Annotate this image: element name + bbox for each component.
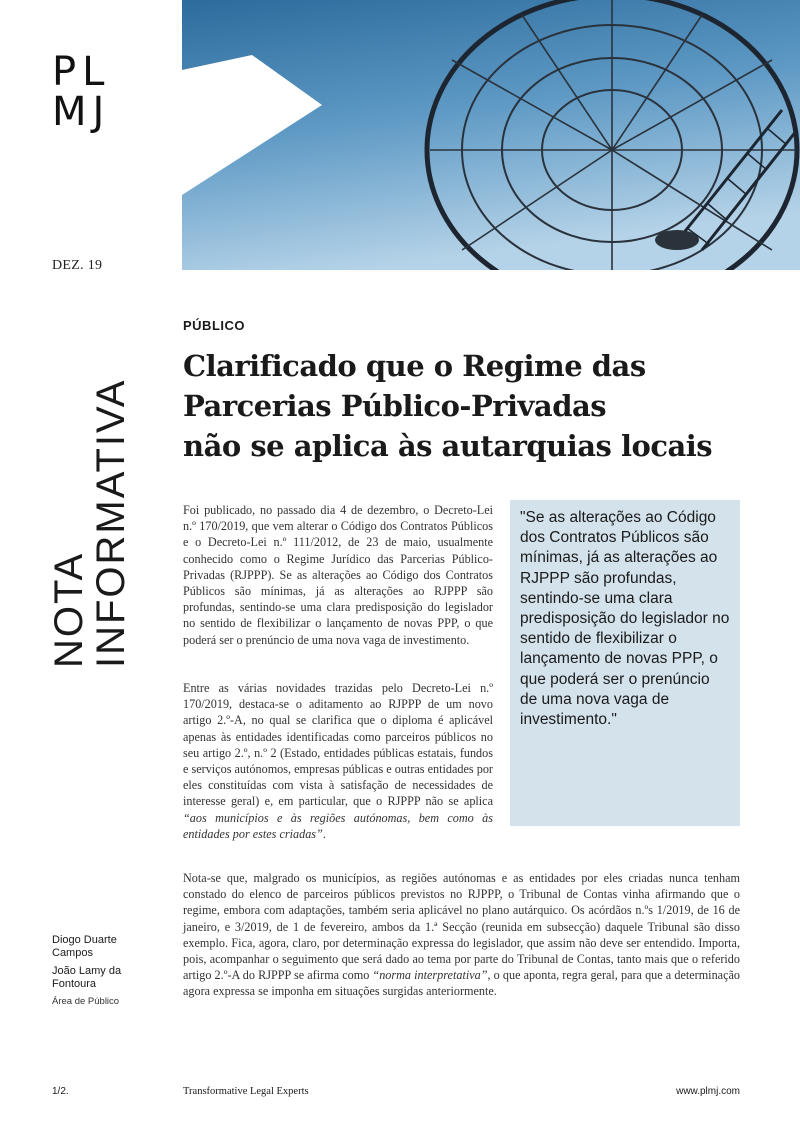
paragraph-3 (183, 870, 740, 1000)
paragraph-2-quote: “aos municípios e às regiões autónomas, bem como às entidades por estes criadas” (183, 810, 493, 841)
logo-line-2: MJ (52, 89, 111, 135)
page-number: 1/2. (52, 1086, 69, 1097)
paragraph-2-end: . (322, 826, 326, 841)
pull-quote: "Se as alterações ao Código dos Contratos Públicos são mínimas, já as alterações ao RJPPP são profundas, sentindo-se uma clara predisposição do legislador no sentido de flexibilizar o lançamento de novas PPP, o que poderá ser o prenúncio de uma nova vaga de investimento." (520, 509, 730, 729)
vertical-title-line-1: NOTA (47, 551, 91, 668)
section-label: PÚBLICO (183, 318, 245, 333)
pull-quote-box (510, 500, 740, 826)
footer-website-link[interactable]: www.plmj.com (676, 1086, 740, 1097)
paragraph-2 (183, 680, 493, 842)
paragraph-3-quote: “norma interpretativa” (372, 968, 488, 983)
paragraph-1: Foi publicado, no passado dia 4 de dezembro, o Decreto-Lei n.º 170/2019, que vem alterar o Código dos Contratos Públicos e o Decreto-Lei n.º 111/2012, de 23 de maio, usualmente conhecido como o Regime Jurídico das Parcerias Público-Privadas (RJPPP). Se as alterações ao Código dos Contratos Públicos são mínimas, já as alterações ao RJPPP são profundas, sentindo-se uma clara predisposição do legislador no sentido de flexibilizar o lançamento de novas PPP, o que poderá ser o prenúncio de uma nova vaga de investimento. (183, 503, 493, 647)
headline-line-2: Parcerias Público-Privadas (183, 389, 607, 423)
headline-line-1: Clarificado que o Regime das (183, 349, 646, 383)
author-name: João Lamy da Fontoura (52, 965, 122, 990)
authors-block (52, 934, 152, 1008)
issue-date: DEZ. 19 (52, 258, 103, 273)
vertical-title-line-2: INFORMATIVA (89, 378, 133, 668)
footer-tagline: Transformative Legal Experts (183, 1086, 309, 1097)
author-name: Diogo Duarte Campos (52, 934, 117, 959)
paragraph-2-text: Entre as várias novidades trazidas pelo Decreto-Lei n.º 170/2019, destaca-se o aditamento ao RJPPP de um novo artigo 2.º-A, no qual se clarifica que o diploma é aplicável apenas às entidades identificadas como parceiros públicos no seu artigo 2.º, n.º 2 (Estado, entidades públicas estatais, fundos e serviços autónomos, empresas públicas e outras entidades por eles constituídas com vista à satisfação de necessidades de interesse geral) e, em particular, que o RJPPP não se aplica (183, 681, 493, 809)
hero-image-radio-dish (182, 0, 800, 270)
headline (183, 346, 743, 466)
headline-line-3: não se aplica às autarquias locais (183, 429, 713, 463)
plmj-logo (52, 49, 132, 135)
vertical-title (48, 379, 132, 668)
paragraph-3-end: , o que aponta, regra geral, para que a determinação agora expressa se imponha em situações surgidas anteriormente. (183, 968, 740, 999)
practice-area: Área de Público (52, 996, 120, 1007)
paragraph-3-text: Nota-se que, malgrado os municípios, as regiões autónomas e as entidades por eles criadas nunca tenham constado do elenco de parceiros públicos previstos no RJPPP, o Tribunal de Contas vinha afirmando que o regime, embora com adaptações, também seria aplicável no plano autárquico. Os acórdãos n.ºs 1/2019, de 16 de janeiro, e 3/2019, de 1 de fevereiro, ambos da 1.ª Secção (reunida em subsecção) daquele Tribunal são disso exemplo. Fica, agora, claro, por determinação expressa do legislador, que assim não deve ser entendido. Importa, pois, acompanhar o seguimento que será dado ao tema por parte do Tribunal de Contas, tanto mais que o referido artigo 2.º-A do RJPPP se afirma como (183, 871, 740, 983)
logo-line-1: PL (52, 49, 111, 95)
